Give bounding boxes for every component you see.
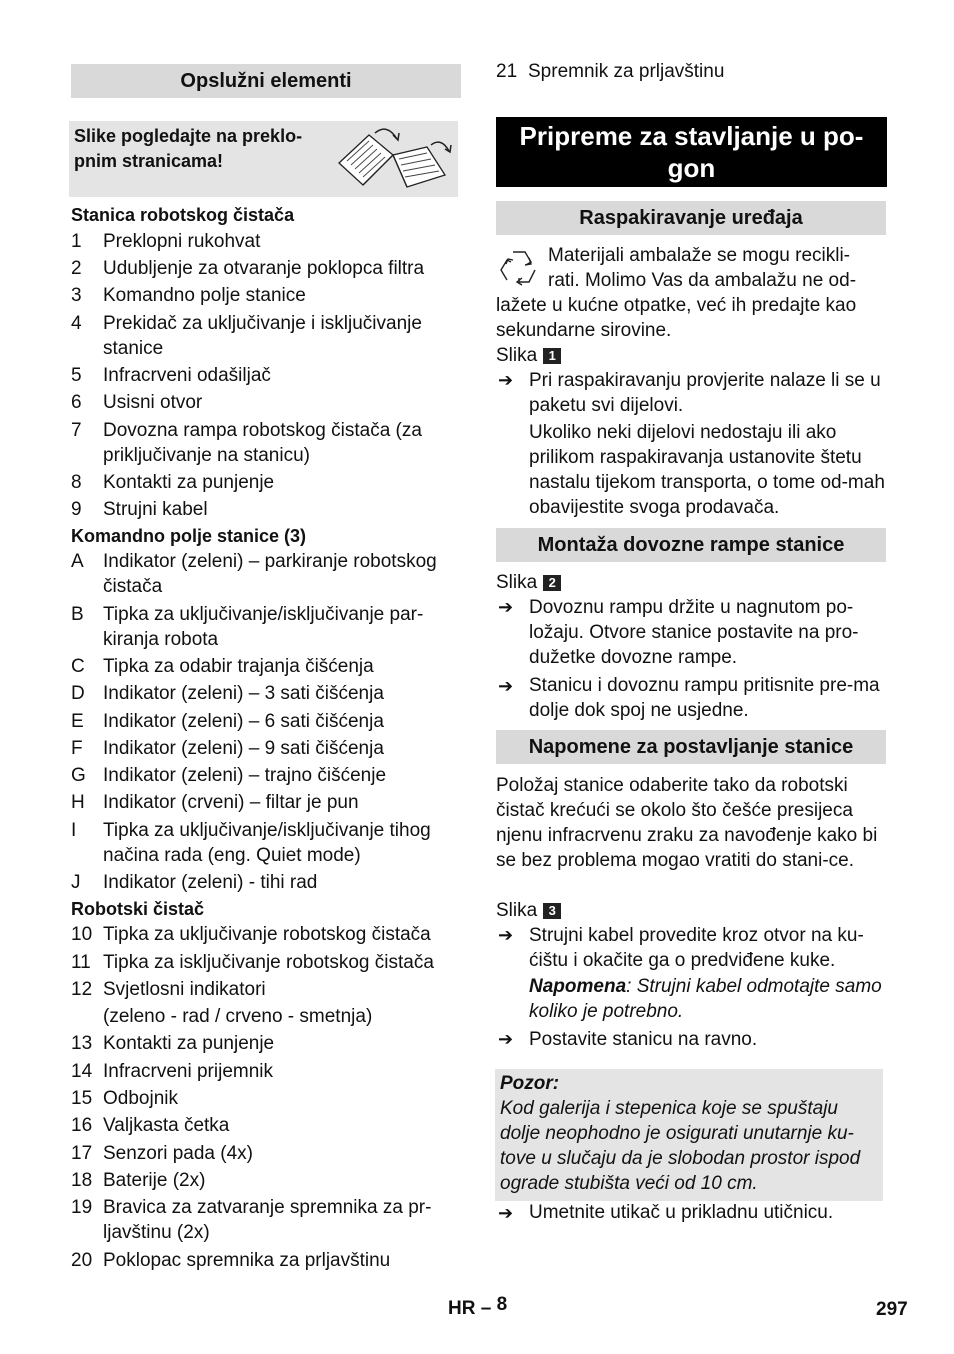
- subtitle-station: Stanica robotskog čistača: [71, 205, 295, 225]
- item-text: Indikator (zeleni) – trajno čišćenje: [103, 765, 387, 786]
- arrow-right-icon: ➔: [498, 1029, 514, 1049]
- arrow-right-icon: ➔: [498, 597, 514, 617]
- final-step: Umetnite utikač u prikladnu utičnicu.: [529, 1202, 834, 1223]
- unpack-step: Pri raspakiravanju provjerite nalaze li se u paketu svi dijelovi.: [529, 370, 881, 416]
- item-number: B: [71, 604, 84, 625]
- recycle-icon: [498, 248, 540, 288]
- item-text: Kontakti za punjenje: [103, 1033, 275, 1054]
- item-text: Indikator (zeleni) – 3 sati čišćenja: [103, 683, 384, 704]
- footer-lang: HR: [448, 1298, 476, 1319]
- book-icon: [335, 125, 455, 193]
- item-number: 4: [71, 313, 82, 334]
- item-number: 21: [496, 61, 518, 82]
- item-text: Indikator (crveni) – filtar je pun: [103, 792, 359, 813]
- item-text: Dovozna rampa robotskog čistača (za priključivanje na stanicu): [103, 420, 422, 466]
- item-text: Bravica za zatvaranje spremnika za pr-ljavštinu (2x): [103, 1197, 432, 1243]
- item-text: Valjkasta četka: [103, 1115, 230, 1136]
- item-text: Indikator (zeleni) - tihi rad: [103, 872, 318, 893]
- item-text: Spremnik za prljavštinu: [528, 61, 725, 82]
- item-text: Poklopac spremnika za prljavštinu: [103, 1250, 391, 1271]
- subtitle-robot: Robotski čistač: [71, 899, 205, 919]
- arrow-right-icon: ➔: [498, 676, 514, 696]
- item-number: F: [71, 738, 83, 759]
- item-text: (zeleno - rad / crveno - smetnja): [103, 1006, 373, 1027]
- item-number: 10: [71, 924, 93, 945]
- warning-text: Kod galerija i stepenica koje se spuštaju dolje neophodno je osigurati unutarnje ku-tove u slučaju da je slobodan prostor ispod ograde stubišta veći od 10 cm.: [500, 1098, 861, 1194]
- item-text: Preklopni rukohvat: [103, 231, 261, 252]
- item-text: Tipka za uključivanje robotskog čistača: [103, 924, 431, 945]
- item-text: Indikator (zeleni) – 9 sati čišćenja: [103, 738, 384, 759]
- unpack-step-detail: Ukoliko neki dijelovi nedostaju ili ako prilikom raspakiravanja ustanovite štetu nastalu tijekom transporta, o tome od-mah obavijestite svoga prodavača.: [529, 422, 885, 518]
- item-number: E: [71, 711, 84, 732]
- item-number: 2: [71, 258, 82, 279]
- ramp-step-2: Stanicu i dovoznu rampu pritisnite pre-ma dolje dok spoj ne usjedne.: [529, 675, 880, 721]
- figure-number: 1: [543, 348, 561, 364]
- item-text: Usisni otvor: [103, 392, 203, 413]
- item-number: 11: [71, 952, 91, 973]
- item-number: 6: [71, 392, 82, 413]
- item-text: Senzori pada (4x): [103, 1143, 253, 1164]
- item-number: 7: [71, 420, 82, 441]
- slika-label: Slika: [496, 900, 538, 921]
- footer-page-number: 297: [876, 1299, 908, 1320]
- figure-number: 2: [543, 575, 561, 591]
- item-number: D: [71, 683, 85, 704]
- main-section-title: Pripreme za stavljanje u po-gon: [496, 117, 887, 187]
- recycle-line-1: Materijali ambalaže se mogu recikli-: [548, 245, 850, 266]
- slika-label: Slika: [496, 345, 538, 366]
- section-header-controls: Opslužni elementi: [71, 64, 461, 98]
- arrow-right-icon: ➔: [498, 370, 514, 390]
- footer-page-label: [448, 1294, 508, 1320]
- arrow-right-icon: ➔: [498, 925, 514, 945]
- subtitle-panel: Komandno polje stanice (3): [71, 526, 307, 546]
- footer-local-page: 8: [496, 1294, 508, 1315]
- napomena-label: Napomena: [529, 976, 627, 997]
- placement-step-1: Strujni kabel provedite kroz otvor na ku-ćištu i okačite ga o predviđene kuke.: [529, 925, 864, 971]
- arrow-right-icon: ➔: [498, 1203, 514, 1223]
- item-number: 13: [71, 1033, 93, 1054]
- item-text: Tipka za isključivanje robotskog čistača: [103, 952, 434, 973]
- item-text: Tipka za uključivanje/isključivanje tihog načina rada (eng. Quiet mode): [103, 820, 431, 866]
- item-number: 16: [71, 1115, 93, 1136]
- figure-number: 3: [543, 903, 561, 919]
- item-text: Tipka za uključivanje/isključivanje par-kiranja robota: [103, 604, 424, 650]
- item-number: 9: [71, 499, 82, 520]
- item-text: Svjetlosni indikatori: [103, 979, 266, 1000]
- item-number: 1: [71, 231, 82, 252]
- item-text: Tipka za odabir trajanja čišćenja: [103, 656, 374, 677]
- item-text: Indikator (zeleni) – 6 sati čišćenja: [103, 711, 384, 732]
- figure-ref-3: [496, 898, 561, 923]
- item-text: Udubljenje za otvaranje poklopca filtra: [103, 258, 425, 279]
- item-text: Infracrveni prijemnik: [103, 1061, 273, 1082]
- placement-step-2: Postavite stanicu na ravno.: [529, 1029, 758, 1050]
- ramp-step-1: Dovoznu rampu držite u nagnutom po-ložaju. Otvore stanice postavite na pro-dužetke dovozne rampe.: [529, 597, 859, 668]
- footer-dash: –: [480, 1298, 492, 1319]
- item-number: 17: [71, 1143, 93, 1164]
- item-number: 18: [71, 1170, 93, 1191]
- recycle-line-2: rati. Molimo Vas da ambalažu ne od-: [548, 270, 857, 291]
- item-number: 19: [71, 1197, 93, 1218]
- figure-ref-2: [496, 570, 561, 595]
- item-number: 8: [71, 472, 82, 493]
- item-number: 20: [71, 1250, 93, 1271]
- item-text: Strujni kabel: [103, 499, 208, 520]
- item-number: C: [71, 656, 85, 677]
- placement-text: Položaj stanice odaberite tako da robotski čistač krećući se okolo što češće presijeca njenu infracrvenu zraku za navođenje kako bi se bez problema mogao vratiti do stani-ce.: [496, 775, 878, 871]
- item-text: Prekidač za uključivanje i isključivanje stanice: [103, 313, 422, 359]
- section-header-placement: Napomene za postavljanje stanice: [496, 730, 886, 764]
- item-number: 5: [71, 365, 82, 386]
- item-number: 14: [71, 1061, 93, 1082]
- note-text: Slike pogledajte na preklo- pnim stranicama!: [74, 126, 303, 171]
- napomena-text: : Strujni kabel odmotajte samo koliko je potrebno.: [529, 976, 882, 1022]
- warning-title: Pozor:: [500, 1073, 560, 1094]
- item-number: 3: [71, 285, 82, 306]
- warning-box: [495, 1069, 883, 1201]
- section-header-unpack: Raspakiravanje uređaja: [496, 201, 886, 235]
- note-box: [69, 121, 458, 197]
- item-number: H: [71, 792, 85, 813]
- item-text: Kontakti za punjenje: [103, 472, 275, 493]
- item-number: 12: [71, 979, 93, 1000]
- item-number: 15: [71, 1088, 93, 1109]
- item-number: G: [71, 765, 86, 786]
- section-header-ramp: Montaža dovozne rampe stanice: [496, 528, 886, 562]
- item-number: I: [71, 820, 77, 841]
- figure-ref-1: [496, 343, 561, 368]
- item-number: J: [71, 872, 81, 893]
- item-text: Infracrveni odašiljač: [103, 365, 271, 386]
- napomena-note: [529, 974, 887, 1024]
- item-number: A: [71, 551, 84, 572]
- item-text: Komandno polje stanice: [103, 285, 306, 306]
- item-text: Baterije (2x): [103, 1170, 206, 1191]
- recycle-line-3: lažete u kućne otpatke, već ih predajte kao sekundarne sirovine.: [496, 295, 857, 341]
- item-text: Indikator (zeleni) – parkiranje robotskog čistača: [103, 551, 437, 597]
- slika-label: Slika: [496, 572, 538, 593]
- item-text: Odbojnik: [103, 1088, 178, 1109]
